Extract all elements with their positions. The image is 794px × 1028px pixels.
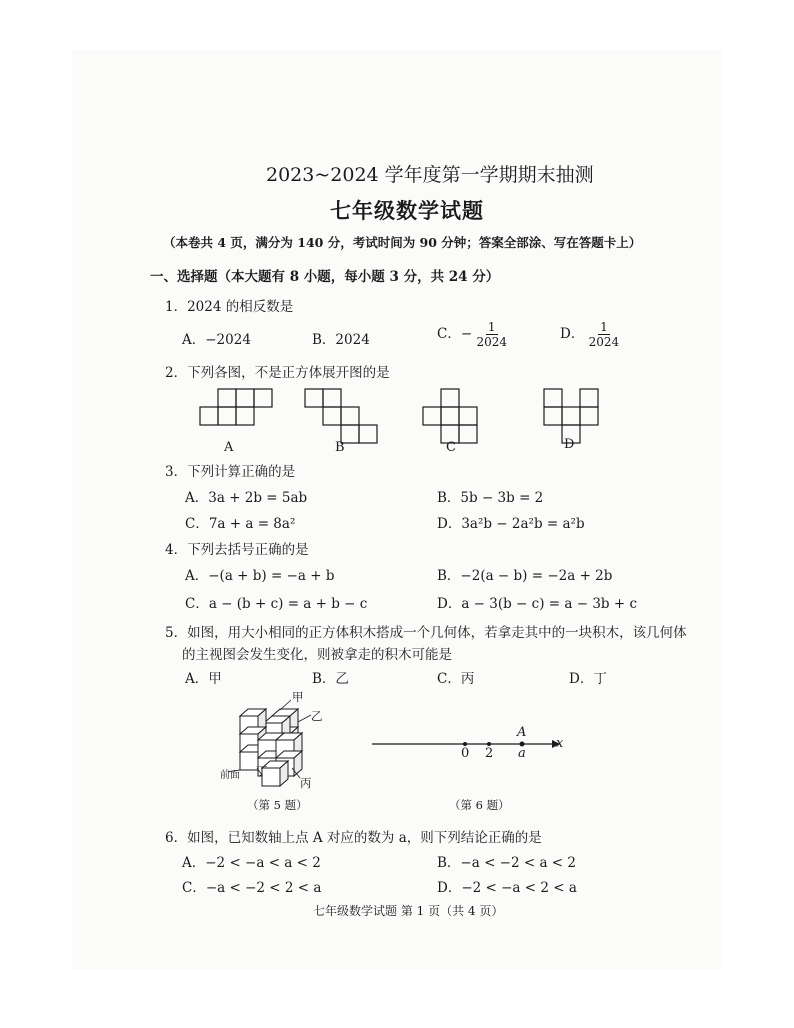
net-b-label: B — [335, 440, 345, 455]
q1-option-d-prefix: D． — [560, 326, 585, 342]
q1-option-a: A．−2024 — [182, 332, 251, 348]
q3-stem: 3．下列计算正确的是 — [165, 464, 296, 480]
q1-d-denominator: 2024 — [588, 335, 620, 349]
q3-option-b: B．5b − 3b = 2 — [437, 490, 544, 506]
net-a-label: A — [224, 440, 234, 455]
q5-label-ding: 丁 — [256, 764, 268, 778]
q6-option-b: B．−a < −2 < a < 2 — [437, 855, 577, 871]
exam-note: （本卷共 4 页，满分为 140 分，考试时间为 90 分钟；答案全部涂、写在答题卡上） — [163, 235, 642, 250]
q4-stem: 4．下列去括号正确的是 — [165, 542, 309, 558]
q1-stem: 1．2024 的相反数是 — [165, 299, 294, 315]
q2-stem: 2．下列各图，不是正方体展开图的是 — [165, 365, 390, 381]
axis-variable: x — [556, 736, 564, 751]
q5-option-b: B．乙 — [312, 671, 349, 687]
q4-option-d: D．a − 3(b − c) = a − 3b + c — [437, 596, 638, 612]
net-c-label: C — [446, 440, 456, 455]
q5-option-a: A．甲 — [185, 671, 222, 687]
q5-stem-line2: 的主视图会发生变化，则被拿走的积木可能是 — [182, 647, 452, 663]
q4-option-c: C．a − (b + c) = a + b − c — [185, 596, 368, 612]
q5-option-c: C．丙 — [437, 671, 475, 687]
q6-option-d: D．−2 < −a < 2 < a — [437, 880, 577, 896]
q1-d-numerator: 1 — [600, 320, 608, 334]
q1-c-numerator: 1 — [487, 320, 496, 334]
q3-option-a: A．3a + 2b = 5ab — [185, 490, 308, 506]
q6-option-c: C．−a < −2 < 2 < a — [182, 880, 322, 896]
axis-label-zero: 0 — [461, 746, 470, 761]
q1-c-denominator: 2024 — [476, 335, 507, 349]
q4-option-a: A．−(a + b) = −a + b — [185, 568, 335, 584]
q5-stem-line1: 5．如图，用大小相同的正方体积木搭成一个几何体，若拿走其中的一块积木，该几何体 — [165, 625, 687, 641]
q5-label-bing: 丙 — [300, 776, 312, 790]
exam-title: 2023~2024 学年度第一学期期末抽测 — [266, 164, 594, 186]
section-heading: 一、选择题（本大题有 8 小题，每小题 3 分，共 24 分） — [150, 269, 500, 285]
q3-option-d: D．3a²b − 2a²b = a²b — [437, 516, 585, 532]
q6-caption: （第 6 题） — [449, 798, 510, 812]
q3-option-c: C．7a + a = 8a² — [185, 516, 296, 532]
q5-label-yi: 乙 — [311, 709, 323, 723]
q5-caption: （第 5 题） — [247, 798, 308, 812]
q5-label-jia: 甲 — [292, 690, 304, 704]
page-footer: 七年级数学试题 第 1 页（共 4 页） — [313, 904, 504, 918]
q5-label-front: 前面 — [220, 770, 240, 781]
q4-option-b: B．−2(a − b) = −2a + 2b — [437, 568, 613, 584]
q1-option-b: B．2024 — [312, 332, 370, 348]
axis-label-two: 2 — [485, 746, 494, 761]
q6-stem: 6．如图，已知数轴上点 A 对应的数为 a，则下列结论正确的是 — [165, 830, 542, 846]
q5-option-d: D．丁 — [569, 671, 607, 687]
net-d-label: D — [564, 437, 575, 452]
axis-point-name: A — [517, 725, 527, 740]
exam-subtitle: 七年级数学试题 — [330, 198, 484, 223]
q6-option-a: A．−2 < −a < a < 2 — [182, 855, 321, 871]
axis-point-value: a — [518, 746, 526, 761]
q1-option-c-prefix: C．− — [437, 326, 473, 342]
